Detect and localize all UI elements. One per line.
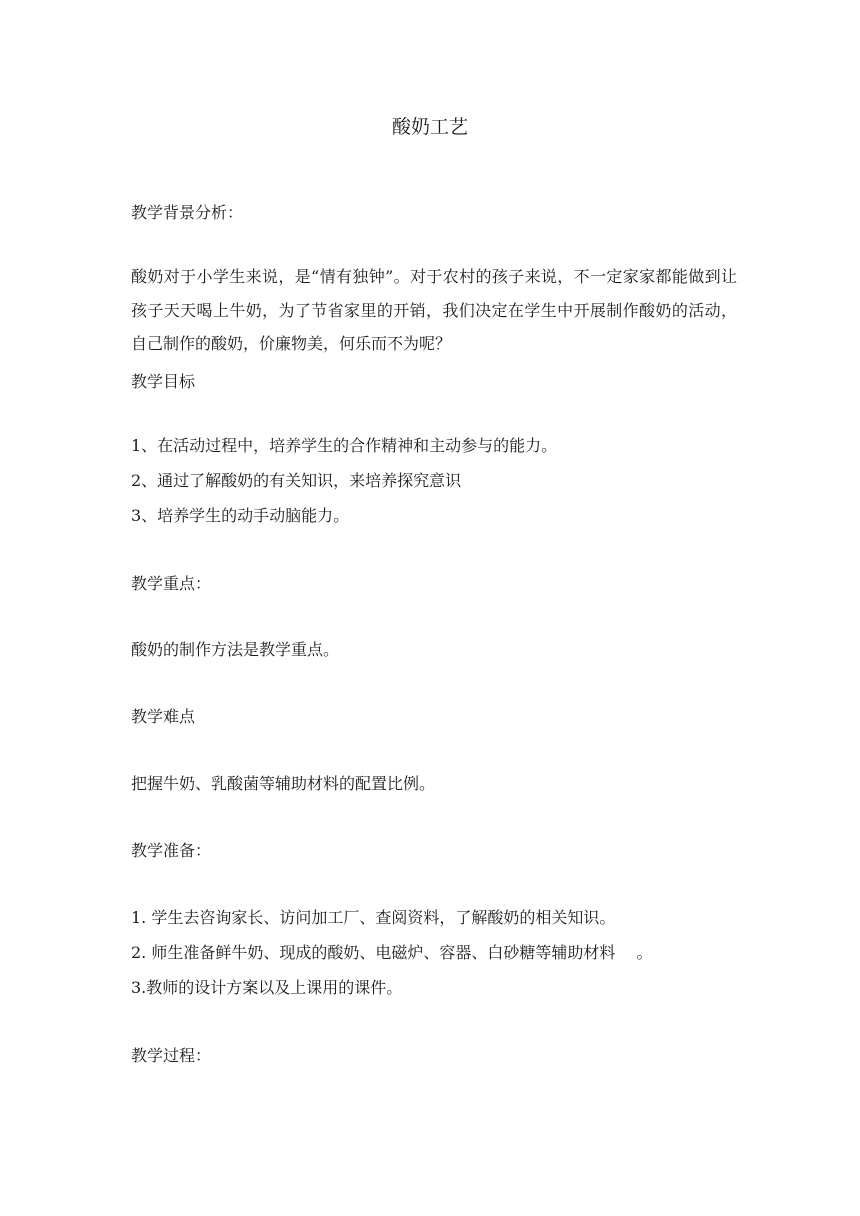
goal-item-2: 2、通过了解酸奶的有关知识，来培养探究意识 bbox=[131, 471, 462, 490]
preparation-item-3: 3.教师的设计方案以及上课用的课件。 bbox=[131, 978, 403, 997]
preparation-heading: 教学准备： bbox=[131, 841, 212, 860]
difficulty-heading: 教学难点 bbox=[131, 707, 196, 726]
preparation-item-1: 1. 学生去咨询家长、访问加工厂、查阅资料，了解酸奶的相关知识。 bbox=[131, 908, 616, 927]
background-heading: 教学背景分析： bbox=[131, 203, 244, 222]
process-heading: 教学过程： bbox=[131, 1046, 212, 1065]
background-paragraph: 酸奶对于小学生来说，是“情有独钟”。对于农村的孩子来说，不一定家家都能做到让孩子天天喝上牛奶，为了节省家里的开销，我们决定在学生中开展制作酸奶的活动，自己制作的酸奶，价廉物美，何乐而不为呢？ bbox=[131, 267, 737, 353]
goal-item-3: 3、培养学生的动手动脑能力。 bbox=[131, 506, 350, 525]
goals-heading: 教学目标 bbox=[131, 372, 196, 391]
document-title: 酸奶工艺 bbox=[391, 116, 468, 138]
preparation-item-2: 2. 师生准备鲜牛奶、现成的酸奶、电磁炉、容器、白砂糖等辅助材料 。 bbox=[131, 943, 653, 962]
key-point-text: 酸奶的制作方法是教学重点。 bbox=[131, 640, 340, 659]
difficulty-text: 把握牛奶、乳酸菌等辅助材料的配置比例。 bbox=[131, 774, 436, 793]
goal-item-1: 1、在活动过程中，培养学生的合作精神和主动参与的能力。 bbox=[131, 436, 558, 455]
key-point-heading: 教学重点： bbox=[131, 574, 212, 593]
